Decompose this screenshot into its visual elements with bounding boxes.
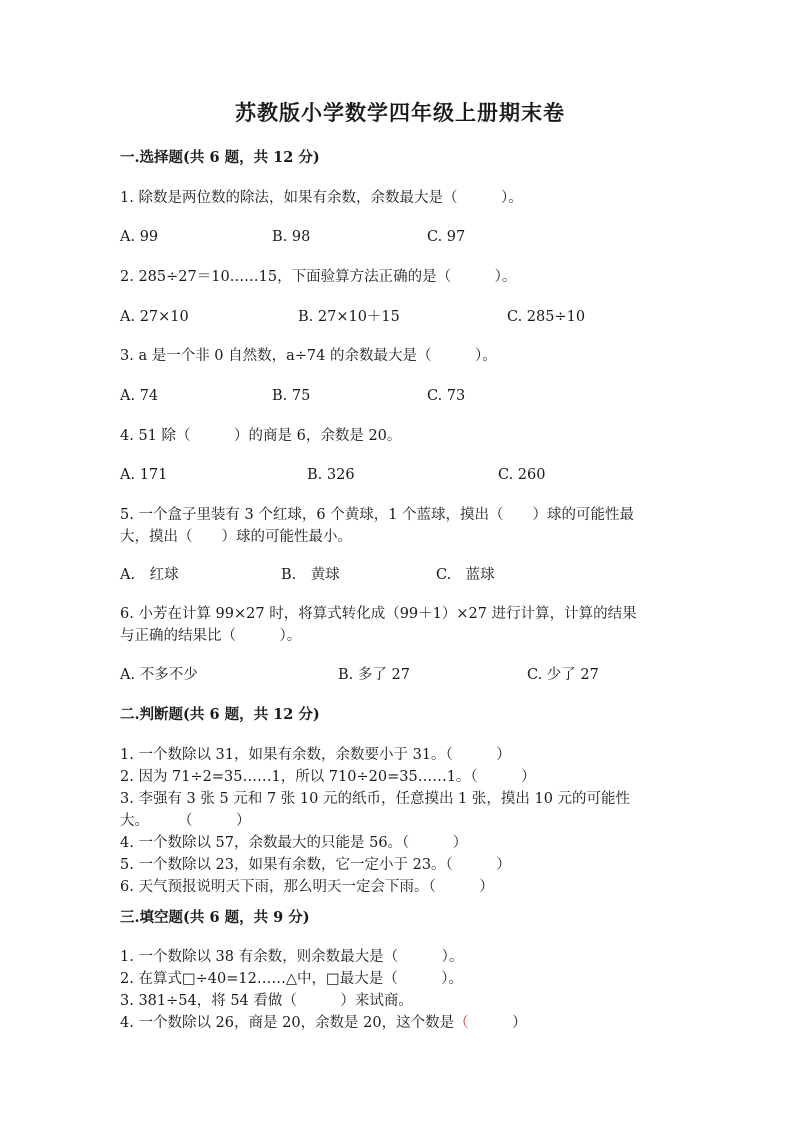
section-heading-judgment: 二.判断题(共 6 题，共 12 分) xyxy=(120,706,320,723)
judgment-item-2: 2. 因为 71÷2=35……1，所以 710÷20=35……1。（ ） xyxy=(120,769,536,785)
section-heading-fill: 三.填空题(共 6 题，共 9 分) xyxy=(120,909,310,926)
option-1-1-c: C. 97 xyxy=(427,229,466,245)
question-1-6-line-1: 6. 小芳在计算 99×27 时，将算式转化成（99＋1）×27 进行计算，计算的结果 xyxy=(120,606,637,622)
fill-item-4 xyxy=(120,1012,527,1034)
question-1-5-line-2: 大，摸出（ ）球的可能性最小。 xyxy=(120,529,352,545)
question-1-1: 1. 除数是两位数的除法，如果有余数，余数最大是（ ）。 xyxy=(120,190,523,206)
judgment-item-4: 4. 一个数除以 57，余数最大的只能是 56。（ ） xyxy=(120,835,468,851)
option-1-5-b: B. 黄球 xyxy=(281,567,340,583)
fill-item-1: 1. 一个数除以 38 有余数，则余数最大是（ ）。 xyxy=(120,949,464,965)
fill-item-4-close: ） xyxy=(468,1015,527,1031)
option-1-4-c: C. 260 xyxy=(498,467,546,483)
question-1-5 xyxy=(120,504,634,548)
fill-list xyxy=(120,946,527,1034)
question-1-2: 2. 285÷27＝10……15，下面验算方法正确的是（ ）。 xyxy=(120,269,517,285)
judgment-item-6: 6. 天气预报说明天下雨，那么明天一定会下雨。（ ） xyxy=(120,879,494,895)
question-1-6-line-2: 与正确的结果比（ ）。 xyxy=(120,628,302,644)
question-1-4: 4. 51 除（ ）的商是 6，余数是 20。 xyxy=(120,428,402,444)
option-1-2-a: A. 27×10 xyxy=(120,309,189,325)
judgment-item-3-line-2: 大。 （ ） xyxy=(120,813,251,829)
question-1-3: 3. a 是一个非 0 自然数，a÷74 的余数最大是（ ）。 xyxy=(120,348,497,364)
option-1-6-a: A. 不多不少 xyxy=(120,667,198,683)
fill-item-4-text: 4. 一个数除以 26，商是 20，余数是 20，这个数是 xyxy=(120,1015,455,1031)
option-1-6-c: C. 少了 27 xyxy=(527,667,599,683)
option-1-3-c: C. 73 xyxy=(427,388,466,404)
page-title: 苏教版小学数学四年级上册期末卷 xyxy=(235,100,565,125)
judgment-item-5: 5. 一个数除以 23，如果有余数，它一定小于 23。（ ） xyxy=(120,857,511,873)
option-1-4-b: B. 326 xyxy=(307,467,355,483)
option-1-1-a: A. 99 xyxy=(120,229,159,245)
option-1-1-b: B. 98 xyxy=(272,229,311,245)
option-1-3-a: A. 74 xyxy=(120,388,159,404)
option-1-3-b: B. 75 xyxy=(272,388,311,404)
option-1-6-b: B. 多了 27 xyxy=(338,667,410,683)
option-1-2-b: B. 27×10＋15 xyxy=(298,309,400,325)
question-1-6 xyxy=(120,603,637,647)
judgment-list xyxy=(120,744,630,898)
section-heading-choice: 一.选择题(共 6 题，共 12 分) xyxy=(120,149,320,166)
option-1-4-a: A. 171 xyxy=(120,467,168,483)
judgment-item-1: 1. 一个数除以 31，如果有余数，余数要小于 31。（ ） xyxy=(120,747,511,763)
fill-item-4-red-bracket: （ xyxy=(454,1015,469,1031)
option-1-5-c: C. 蓝球 xyxy=(436,567,495,583)
option-1-2-c: C. 285÷10 xyxy=(507,309,586,325)
judgment-item-3-line-1: 3. 李强有 3 张 5 元和 7 张 10 元的纸币，任意摸出 1 张，摸出 10 元的可能性 xyxy=(120,791,631,807)
question-1-5-line-1: 5. 一个盒子里装有 3 个红球，6 个黄球，1 个蓝球，摸出（ ）球的可能性最 xyxy=(120,507,635,523)
fill-item-2: 2. 在算式□÷40=12……△中，□最大是（ ）。 xyxy=(120,971,463,987)
fill-item-3: 3. 381÷54，将 54 看做（ ）来试商。 xyxy=(120,993,413,1009)
option-1-5-a: A. 红球 xyxy=(120,567,179,583)
